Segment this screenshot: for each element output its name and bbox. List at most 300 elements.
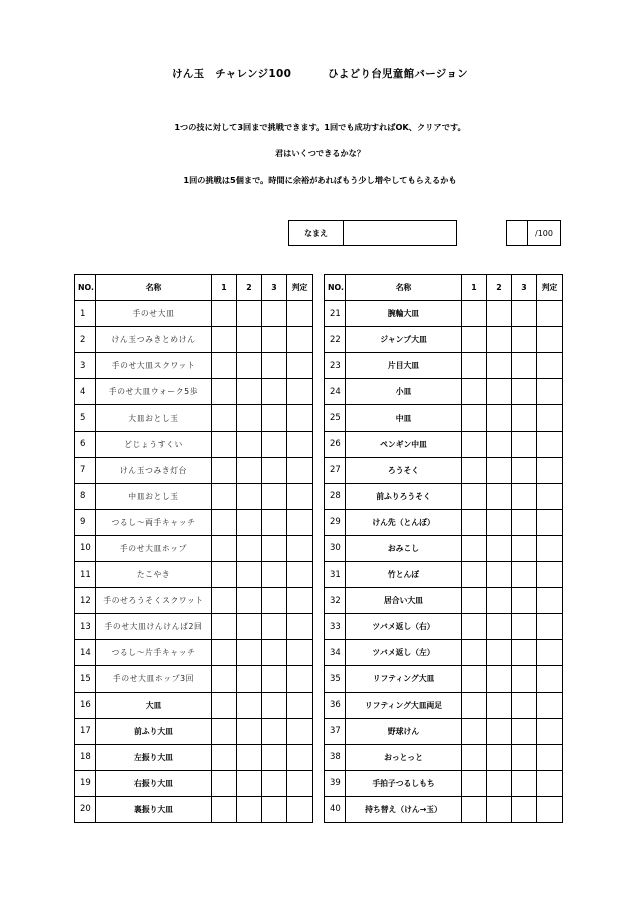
table-row [325, 588, 563, 614]
judge-cell[interactable] [537, 405, 563, 431]
table-row [325, 379, 563, 405]
attempt-1-cell[interactable] [462, 770, 487, 796]
row-number: 4 [75, 379, 96, 405]
judge-cell[interactable] [287, 796, 313, 822]
name-box [288, 220, 457, 246]
table-row [75, 431, 313, 457]
attempt-1-cell[interactable] [212, 640, 237, 666]
attempt-2-cell[interactable] [487, 640, 512, 666]
table-row [325, 457, 563, 483]
attempt-2-cell[interactable] [487, 431, 512, 457]
attempt-3-cell[interactable] [262, 666, 287, 692]
judge-cell[interactable] [537, 640, 563, 666]
row-number: 26 [325, 431, 346, 457]
attempt-3-cell[interactable] [512, 405, 537, 431]
page-title: けん玉 チャレンジ100 [172, 68, 292, 80]
attempt-1-cell[interactable] [462, 327, 487, 353]
attempt-1-cell[interactable] [212, 718, 237, 744]
challenge-table-left [74, 274, 313, 823]
trick-name: ジャンプ大皿 [346, 327, 462, 353]
attempt-3-cell[interactable] [262, 405, 287, 431]
judge-cell[interactable] [537, 379, 563, 405]
attempt-2-cell[interactable] [487, 405, 512, 431]
judge-cell[interactable] [287, 327, 313, 353]
trick-name: 左振り大皿 [96, 744, 212, 770]
judge-cell[interactable] [537, 509, 563, 535]
table-row [75, 405, 313, 431]
judge-cell[interactable] [537, 796, 563, 822]
attempt-3-cell[interactable] [512, 718, 537, 744]
row-number: 2 [75, 327, 96, 353]
attempt-2-cell[interactable] [237, 796, 262, 822]
attempt-1-cell[interactable] [462, 431, 487, 457]
attempt-2-cell[interactable] [487, 509, 512, 535]
attempt-1-cell[interactable] [462, 301, 487, 327]
attempt-3-cell[interactable] [262, 744, 287, 770]
row-number: 6 [75, 431, 96, 457]
row-number: 39 [325, 770, 346, 796]
judge-cell[interactable] [287, 405, 313, 431]
attempt-3-cell[interactable] [262, 327, 287, 353]
attempt-1-cell[interactable] [212, 770, 237, 796]
attempt-1-cell[interactable] [462, 744, 487, 770]
attempt-3-cell[interactable] [512, 692, 537, 718]
table-row [325, 666, 563, 692]
trick-name: おみこし [346, 535, 462, 561]
judge-cell[interactable] [537, 614, 563, 640]
instruction-line-3: 1回の挑戦は5個まで。時間に余裕があればもう少し増やしてもらえるかも [183, 175, 457, 185]
attempt-3-cell[interactable] [512, 562, 537, 588]
attempt-3-cell[interactable] [262, 796, 287, 822]
attempt-2-cell[interactable] [237, 588, 262, 614]
table-row [75, 718, 313, 744]
trick-name: 居合い大皿 [346, 588, 462, 614]
attempt-1-cell[interactable] [212, 666, 237, 692]
row-number: 12 [75, 588, 96, 614]
attempt-1-cell[interactable] [212, 692, 237, 718]
row-number: 10 [75, 535, 96, 561]
row-number: 28 [325, 483, 346, 509]
attempt-1-cell[interactable] [462, 535, 487, 561]
attempt-1-cell[interactable] [212, 431, 237, 457]
trick-name: つるし〜片手キャッチ [96, 640, 212, 666]
attempt-3-cell[interactable] [512, 588, 537, 614]
attempt-1-cell[interactable] [212, 509, 237, 535]
trick-name: けん玉つみき灯台 [96, 457, 212, 483]
row-number: 24 [325, 379, 346, 405]
trick-name: 大皿 [96, 692, 212, 718]
attempt-2-cell[interactable] [487, 301, 512, 327]
attempt-3-cell[interactable] [512, 535, 537, 561]
table-row [325, 509, 563, 535]
attempt-3-cell[interactable] [262, 770, 287, 796]
attempt-1-cell[interactable] [462, 588, 487, 614]
attempt-3-cell[interactable] [512, 431, 537, 457]
trick-name: 手拍子つるしもち [346, 770, 462, 796]
attempt-1-cell[interactable] [212, 562, 237, 588]
judge-cell[interactable] [537, 562, 563, 588]
attempt-2-cell[interactable] [237, 718, 262, 744]
attempt-3-cell[interactable] [262, 301, 287, 327]
trick-name: つるし〜両手キャッチ [96, 509, 212, 535]
attempt-1-cell[interactable] [462, 692, 487, 718]
attempt-1-cell[interactable] [462, 405, 487, 431]
trick-name: 手のせ大皿けんけんぱ2回 [96, 614, 212, 640]
table-row [325, 353, 563, 379]
attempt-1-cell[interactable] [212, 483, 237, 509]
table-row [325, 692, 563, 718]
trick-name: おっとっと [346, 744, 462, 770]
table-row [325, 640, 563, 666]
row-number: 37 [325, 718, 346, 744]
judge-cell[interactable] [287, 301, 313, 327]
table-row [75, 379, 313, 405]
row-number: 40 [325, 796, 346, 822]
trick-name: リフティング大皿 [346, 666, 462, 692]
score-field[interactable] [507, 221, 528, 246]
attempt-1-cell[interactable] [212, 327, 237, 353]
table-row [75, 640, 313, 666]
row-number: 29 [325, 509, 346, 535]
row-number: 23 [325, 353, 346, 379]
judge-cell[interactable] [287, 588, 313, 614]
judge-cell[interactable] [287, 379, 313, 405]
trick-name: 大皿おとし玉 [96, 405, 212, 431]
trick-name: 片目大皿 [346, 353, 462, 379]
trick-name: けん玉つみきとめけん [96, 327, 212, 353]
judge-cell[interactable] [537, 535, 563, 561]
table-row [75, 457, 313, 483]
table-row [75, 353, 313, 379]
name-label: なまえ [289, 221, 344, 246]
row-number: 38 [325, 744, 346, 770]
header-try-2: 2 [237, 275, 262, 301]
attempt-2-cell[interactable] [237, 535, 262, 561]
judge-cell[interactable] [287, 431, 313, 457]
header-try-3: 3 [512, 275, 537, 301]
trick-name: 腕輪大皿 [346, 301, 462, 327]
attempt-1-cell[interactable] [212, 353, 237, 379]
trick-name: 中皿おとし玉 [96, 483, 212, 509]
attempt-1-cell[interactable] [212, 457, 237, 483]
trick-name: 手のせ大皿ホップ3回 [96, 666, 212, 692]
attempt-1-cell[interactable] [462, 483, 487, 509]
attempt-1-cell[interactable] [462, 353, 487, 379]
trick-name: けん先（とんぼ） [346, 509, 462, 535]
attempt-1-cell[interactable] [212, 535, 237, 561]
attempt-3-cell[interactable] [262, 379, 287, 405]
table-row [75, 327, 313, 353]
attempt-1-cell[interactable] [212, 588, 237, 614]
table-row [75, 796, 313, 822]
trick-name: 前ふり大皿 [96, 718, 212, 744]
trick-name: ペンギン中皿 [346, 431, 462, 457]
row-number: 31 [325, 562, 346, 588]
attempt-1-cell[interactable] [212, 796, 237, 822]
name-field[interactable] [344, 221, 457, 246]
row-number: 32 [325, 588, 346, 614]
attempt-3-cell[interactable] [512, 770, 537, 796]
trick-name: 右振り大皿 [96, 770, 212, 796]
attempt-3-cell[interactable] [262, 562, 287, 588]
header-name: 名称 [346, 275, 462, 301]
attempt-2-cell[interactable] [487, 457, 512, 483]
judge-cell[interactable] [287, 457, 313, 483]
row-number: 36 [325, 692, 346, 718]
attempt-2-cell[interactable] [237, 614, 262, 640]
attempt-3-cell[interactable] [262, 431, 287, 457]
judge-cell[interactable] [537, 431, 563, 457]
row-number: 30 [325, 535, 346, 561]
attempt-3-cell[interactable] [262, 457, 287, 483]
attempt-3-cell[interactable] [262, 718, 287, 744]
attempt-1-cell[interactable] [462, 457, 487, 483]
attempt-2-cell[interactable] [237, 744, 262, 770]
attempt-1-cell[interactable] [462, 509, 487, 535]
judge-cell[interactable] [287, 353, 313, 379]
attempt-1-cell[interactable] [462, 614, 487, 640]
trick-name: 手のせ大皿ウォーク5歩 [96, 379, 212, 405]
attempt-2-cell[interactable] [487, 666, 512, 692]
trick-name: どじょうすくい [96, 431, 212, 457]
attempt-1-cell[interactable] [212, 614, 237, 640]
trick-name: ろうそく [346, 457, 462, 483]
header-try-3: 3 [262, 275, 287, 301]
trick-name: たこやき [96, 562, 212, 588]
table-row [75, 483, 313, 509]
row-number: 22 [325, 327, 346, 353]
attempt-2-cell[interactable] [487, 535, 512, 561]
row-number: 35 [325, 666, 346, 692]
table-row [325, 301, 563, 327]
attempt-3-cell[interactable] [512, 353, 537, 379]
row-number: 19 [75, 770, 96, 796]
trick-name: 裏振り大皿 [96, 796, 212, 822]
judge-cell[interactable] [287, 509, 313, 535]
table-row [75, 301, 313, 327]
row-number: 17 [75, 718, 96, 744]
attempt-2-cell[interactable] [487, 796, 512, 822]
attempt-1-cell[interactable] [212, 405, 237, 431]
row-number: 15 [75, 666, 96, 692]
row-number: 7 [75, 457, 96, 483]
instruction-line-2: 君はいくつできるかな？ [274, 148, 366, 158]
judge-cell[interactable] [537, 588, 563, 614]
attempt-2-cell[interactable] [487, 614, 512, 640]
page-subtitle: ひよどり台児童館バージョン [328, 68, 468, 80]
attempt-2-cell[interactable] [237, 562, 262, 588]
judge-cell[interactable] [537, 457, 563, 483]
judge-cell[interactable] [537, 692, 563, 718]
attempt-2-cell[interactable] [237, 353, 262, 379]
table-row [75, 588, 313, 614]
attempt-2-cell[interactable] [487, 327, 512, 353]
attempt-1-cell[interactable] [462, 718, 487, 744]
row-number: 16 [75, 692, 96, 718]
judge-cell[interactable] [537, 666, 563, 692]
table-row [75, 535, 313, 561]
trick-name: 野球けん [346, 718, 462, 744]
header-name: 名称 [96, 275, 212, 301]
row-number: 20 [75, 796, 96, 822]
judge-cell[interactable] [287, 535, 313, 561]
attempt-3-cell[interactable] [262, 353, 287, 379]
attempt-1-cell[interactable] [462, 562, 487, 588]
judge-cell[interactable] [287, 562, 313, 588]
attempt-3-cell[interactable] [512, 640, 537, 666]
challenge-table-right [324, 274, 563, 823]
table-row [75, 666, 313, 692]
trick-name: ツバメ返し（左） [346, 640, 462, 666]
attempt-1-cell[interactable] [462, 640, 487, 666]
attempt-3-cell[interactable] [512, 614, 537, 640]
trick-name: 手のせ大皿 [96, 301, 212, 327]
score-total: /100 [528, 221, 561, 246]
attempt-3-cell[interactable] [512, 666, 537, 692]
attempt-3-cell[interactable] [262, 509, 287, 535]
attempt-3-cell[interactable] [512, 483, 537, 509]
table-row [75, 770, 313, 796]
trick-name: 竹とんぼ [346, 562, 462, 588]
attempt-2-cell[interactable] [237, 327, 262, 353]
attempt-1-cell[interactable] [212, 379, 237, 405]
judge-cell[interactable] [537, 301, 563, 327]
attempt-1-cell[interactable] [462, 666, 487, 692]
table-header-row [325, 275, 563, 301]
judge-cell[interactable] [537, 327, 563, 353]
attempt-2-cell[interactable] [237, 483, 262, 509]
header-no: NO. [75, 275, 96, 301]
attempt-3-cell[interactable] [262, 614, 287, 640]
row-number: 14 [75, 640, 96, 666]
score-box [506, 220, 561, 246]
attempt-1-cell[interactable] [212, 301, 237, 327]
attempt-3-cell[interactable] [512, 509, 537, 535]
table-header-row [75, 275, 313, 301]
row-number: 8 [75, 483, 96, 509]
judge-cell[interactable] [287, 692, 313, 718]
attempt-1-cell[interactable] [462, 796, 487, 822]
attempt-2-cell[interactable] [237, 692, 262, 718]
table-row [325, 796, 563, 822]
header-judge: 判定 [537, 275, 563, 301]
instruction-line-1: 1つの技に対して3回まで挑戦できます。1回でも成功すればOK、クリアです。 [174, 122, 466, 132]
judge-cell[interactable] [287, 614, 313, 640]
table-row [325, 431, 563, 457]
attempt-2-cell[interactable] [237, 666, 262, 692]
table-row [75, 562, 313, 588]
attempt-2-cell[interactable] [487, 483, 512, 509]
row-number: 11 [75, 562, 96, 588]
header-no: NO. [325, 275, 346, 301]
attempt-2-cell[interactable] [237, 509, 262, 535]
attempt-3-cell[interactable] [262, 535, 287, 561]
attempt-3-cell[interactable] [512, 301, 537, 327]
judge-cell[interactable] [537, 744, 563, 770]
attempt-2-cell[interactable] [487, 770, 512, 796]
table-row [325, 535, 563, 561]
attempt-2-cell[interactable] [237, 640, 262, 666]
header-try-1: 1 [212, 275, 237, 301]
attempt-3-cell[interactable] [262, 483, 287, 509]
attempt-2-cell[interactable] [237, 379, 262, 405]
attempt-2-cell[interactable] [237, 301, 262, 327]
row-number: 9 [75, 509, 96, 535]
attempt-2-cell[interactable] [487, 588, 512, 614]
attempt-3-cell[interactable] [262, 640, 287, 666]
judge-cell[interactable] [537, 718, 563, 744]
row-number: 34 [325, 640, 346, 666]
table-row [325, 744, 563, 770]
row-number: 13 [75, 614, 96, 640]
judge-cell[interactable] [287, 483, 313, 509]
row-number: 1 [75, 301, 96, 327]
header-try-1: 1 [462, 275, 487, 301]
judge-cell[interactable] [287, 666, 313, 692]
judge-cell[interactable] [537, 770, 563, 796]
judge-cell[interactable] [287, 770, 313, 796]
judge-cell[interactable] [287, 718, 313, 744]
judge-cell[interactable] [287, 744, 313, 770]
table-row [325, 718, 563, 744]
table-row [75, 744, 313, 770]
attempt-1-cell[interactable] [462, 379, 487, 405]
table-row [325, 483, 563, 509]
trick-name: 手のせ大皿ホップ [96, 535, 212, 561]
attempt-3-cell[interactable] [262, 692, 287, 718]
table-row [75, 614, 313, 640]
attempt-3-cell[interactable] [512, 796, 537, 822]
attempt-2-cell[interactable] [237, 457, 262, 483]
table-row [325, 614, 563, 640]
attempt-2-cell[interactable] [487, 379, 512, 405]
table-row [75, 509, 313, 535]
attempt-1-cell[interactable] [212, 744, 237, 770]
attempt-3-cell[interactable] [512, 744, 537, 770]
attempt-2-cell[interactable] [237, 431, 262, 457]
row-number: 5 [75, 405, 96, 431]
header-judge: 判定 [287, 275, 313, 301]
row-number: 27 [325, 457, 346, 483]
trick-name: リフティング大皿両足 [346, 692, 462, 718]
attempt-3-cell[interactable] [262, 588, 287, 614]
attempt-3-cell[interactable] [512, 327, 537, 353]
attempt-2-cell[interactable] [487, 562, 512, 588]
trick-name: 中皿 [346, 405, 462, 431]
attempt-2-cell[interactable] [487, 692, 512, 718]
judge-cell[interactable] [287, 640, 313, 666]
table-row [325, 562, 563, 588]
row-number: 3 [75, 353, 96, 379]
trick-name: 持ち替え（けん→玉） [346, 796, 462, 822]
attempt-2-cell[interactable] [237, 405, 262, 431]
attempt-2-cell[interactable] [487, 718, 512, 744]
row-number: 33 [325, 614, 346, 640]
trick-name: 手のせ大皿スクワット [96, 353, 212, 379]
attempt-2-cell[interactable] [487, 744, 512, 770]
trick-name: 小皿 [346, 379, 462, 405]
judge-cell[interactable] [537, 353, 563, 379]
trick-name: ツバメ返し（右） [346, 614, 462, 640]
row-number: 25 [325, 405, 346, 431]
attempt-3-cell[interactable] [512, 379, 537, 405]
attempt-2-cell[interactable] [487, 353, 512, 379]
row-number: 18 [75, 744, 96, 770]
table-row [325, 405, 563, 431]
judge-cell[interactable] [537, 483, 563, 509]
attempt-3-cell[interactable] [512, 457, 537, 483]
attempt-2-cell[interactable] [237, 770, 262, 796]
